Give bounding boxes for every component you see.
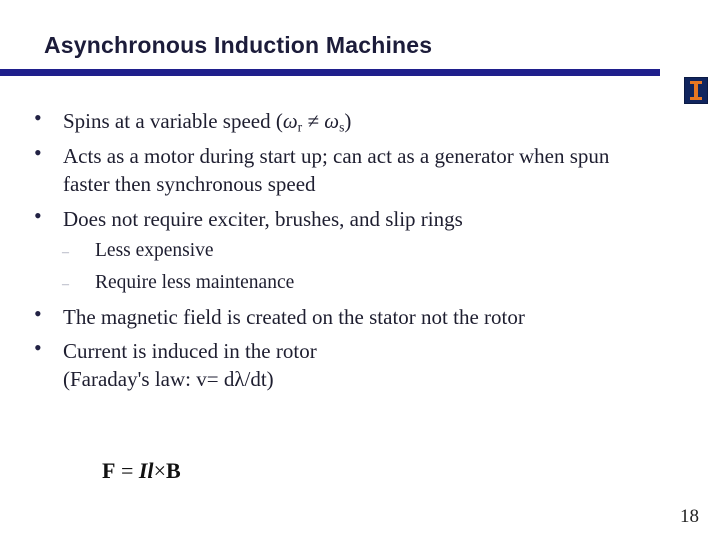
bullet-marker: •: [34, 301, 42, 326]
bullet-marker: •: [34, 335, 42, 360]
bullet-text: Spins at a variable speed (: [63, 109, 283, 133]
bullet-motor-generator-line-2: faster then synchronous speed: [63, 172, 316, 196]
bullet-marker: •: [34, 105, 42, 130]
omega-s: $\omega_s$: [324, 109, 345, 135]
bullet-current-induced-line-2: (Faraday's law: v= dλ/dt): [63, 367, 274, 391]
bullet-marker: •: [34, 140, 42, 165]
omega-r: $\omega_r$: [282, 109, 303, 135]
bullet-motor-generator-line-1: Acts as a motor during start up; can act as a generator when spun: [63, 144, 610, 168]
bullet-current-induced-line-1: Current is induced in the rotor: [63, 339, 317, 363]
bullet-no-exciter: Does not require exciter, brushes, and slip rings: [63, 207, 463, 231]
bullet-magnetic-field: The magnetic field is created on the stator not the rotor: [63, 305, 525, 329]
university-i-mark-icon: [684, 77, 708, 104]
lorentz-force-formula: F = Il×B: [102, 458, 181, 483]
sub-bullet-less-maintenance: Require less maintenance: [95, 272, 295, 293]
title-underline-rule: [0, 69, 660, 76]
sub-bullet-marker: –: [62, 245, 69, 260]
sub-bullet-less-expensive: Less expensive: [95, 240, 214, 261]
close-paren: ): [344, 109, 352, 133]
sub-bullet-marker: –: [62, 277, 69, 292]
bullet-variable-speed: [63, 111, 351, 134]
not-equal-sign: ≠: [302, 109, 325, 133]
page-number: 18: [680, 506, 699, 527]
slide-title: Asynchronous Induction Machines: [44, 32, 433, 58]
bullet-marker: •: [34, 203, 42, 228]
